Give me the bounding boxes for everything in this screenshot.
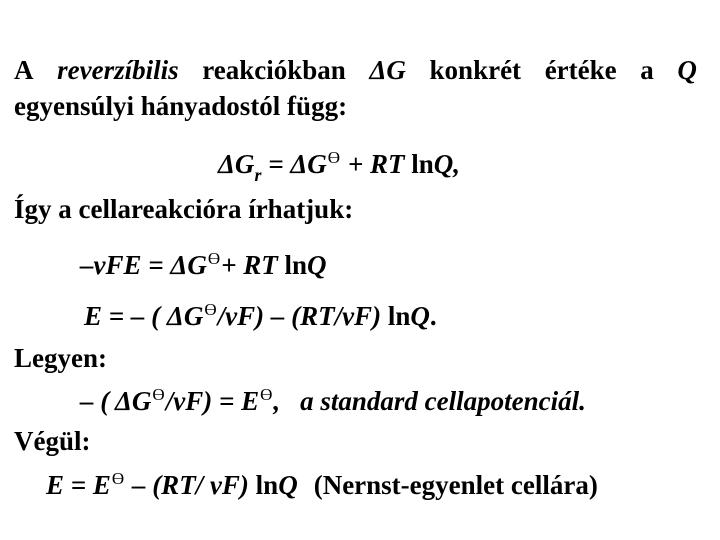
eq2-lhs: –νFE = ΔG [80, 250, 207, 280]
eq5-ln: ln [248, 470, 279, 500]
heading-igy: Így a cellareakcióra írhatjuk: [14, 194, 354, 224]
intro-word-delta-g: ΔG [369, 55, 406, 85]
eq1-ln: ln [404, 149, 434, 179]
eq1-rt: RT [369, 149, 405, 179]
standard-state-symbol: ϴ [260, 385, 273, 404]
intro-word: konkrét [429, 55, 522, 85]
intro-word: értéke [544, 55, 617, 85]
eq4-comma: , [273, 386, 281, 416]
equation-cell-reaction [80, 243, 327, 281]
intro-word: A [14, 55, 34, 85]
standard-state-symbol: ϴ [204, 300, 217, 319]
eq3-frac: /νF) – (RT/νF) [217, 301, 382, 331]
standard-state-symbol: ϴ [327, 148, 341, 167]
eq2-plus: + [221, 250, 244, 280]
equation-nernst [46, 463, 598, 501]
equation-delta-g-r [218, 142, 460, 191]
equation-e [84, 294, 437, 332]
eq5-q: Q [278, 470, 298, 500]
standard-state-symbol: ϴ [207, 249, 221, 268]
eq1-q: Q, [433, 149, 460, 179]
eq4-lhs: – ( ΔG [80, 386, 152, 416]
intro-word-reverzibilis: reverzíbilis [57, 55, 179, 85]
standard-state-symbol: ϴ [152, 385, 165, 404]
heading-vegul: Végül: [14, 426, 91, 456]
heading-legyen: Legyen: [14, 343, 107, 373]
intro-line-1 [14, 54, 697, 86]
eq3-dot: . [429, 301, 437, 331]
eq1-equals: = [261, 149, 291, 179]
nernst-label: (Nernst-egyenlet cellára) [313, 470, 598, 500]
eq2-q: Q [307, 250, 327, 280]
eq3-lhs: E = – ( ΔG [84, 301, 204, 331]
eq4-mid: /νF) = E [165, 386, 260, 416]
intro-word-q: Q [677, 55, 697, 85]
eq1-sub-r: r [254, 165, 262, 185]
eq3-ln: ln [381, 301, 411, 331]
eq5-mid: – (RT/ νF) [125, 470, 249, 500]
eq2-ln: ln [277, 250, 308, 280]
eq1-dg: ΔG [218, 149, 255, 179]
eq3-q: Q [410, 301, 430, 331]
equation-standard-potential [80, 379, 586, 417]
intro-word: reakciókban [202, 55, 346, 85]
eq2-rt: RT [243, 250, 278, 280]
eq1-dg0: ΔG [290, 149, 327, 179]
eq1-plus: + [341, 149, 370, 179]
intro-line-2: egyensúlyi hányadostól függ: [14, 91, 348, 121]
standard-state-symbol: ϴ [111, 469, 125, 488]
intro-word: a [640, 55, 654, 85]
eq5-lhs: E = E [46, 470, 111, 500]
eq4-note: a standard cellapotenciál. [300, 386, 586, 416]
